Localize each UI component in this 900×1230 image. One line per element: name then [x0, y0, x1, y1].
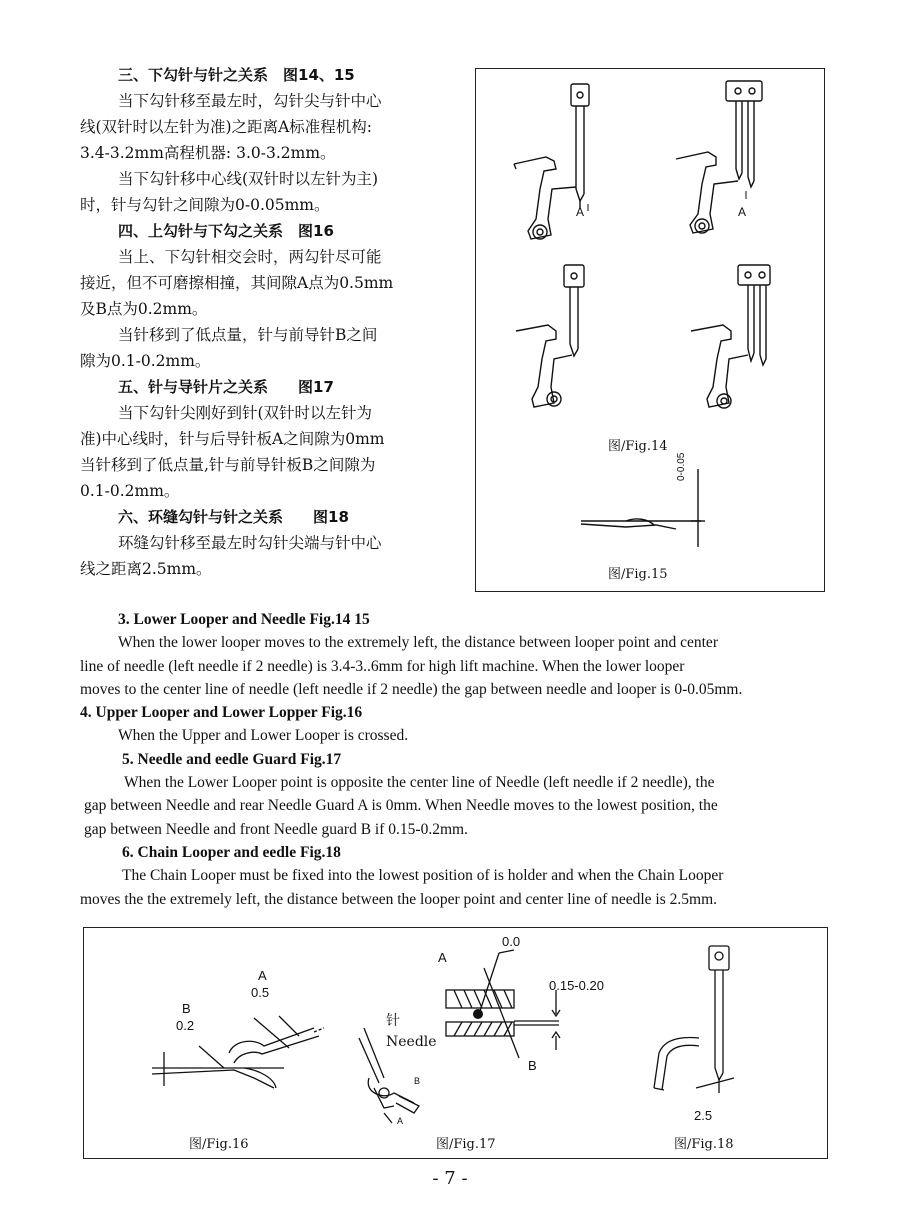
fig16-18-drawing [84, 928, 829, 1160]
section-5-title-cn: 五、针与导针片之关系 图17 [118, 378, 334, 396]
fig14-label-a-left: A [576, 205, 585, 219]
paragraph-line: 当上、下勾针相交会时，两勾针尽可能 [118, 248, 382, 266]
paragraph-line: gap between Needle and rear Needle Guard A is 0mm. When Needle moves to the lowest position, the [84, 797, 718, 815]
paragraph-line: 当针移到了低点量，针与前导针B之间 [118, 326, 378, 344]
fig16-label-b: B [182, 1001, 191, 1016]
paragraph-line: 隙为0.1-0.2mm。 [80, 352, 211, 370]
fig17-gap: 0.15-0.20 [549, 978, 604, 993]
section-5-title-en: 5. Needle and eedle Guard Fig.17 [122, 750, 342, 768]
page-number: - 7 - [432, 1168, 468, 1189]
english-text [80, 608, 830, 911]
paragraph-line: gap between Needle and front Needle guard B if 0.15-0.2mm. [84, 820, 468, 838]
fig17-needle-en: Needle [386, 1034, 437, 1050]
fig17-top-value: 0.0 [502, 934, 521, 949]
section-3-title-en: 3. Lower Looper and Needle Fig.14 15 [118, 611, 370, 628]
paragraph-line: When the lower looper moves to the extremely left, the distance between looper point and center [118, 634, 718, 652]
fig15-gap-label: 0-0.05 [676, 452, 687, 481]
section-6-title-en: 6. Chain Looper and eedle Fig.18 [122, 843, 341, 861]
fig16-value-a: 0.5 [251, 985, 270, 1000]
fig14-15-drawing [476, 69, 826, 593]
paragraph-line: 0.1-0.2mm。 [80, 482, 180, 500]
chinese-column [80, 62, 450, 582]
paragraph-line: moves the the extremely left, the distance between the looper point and center line of needle is 2.5mm. [80, 890, 718, 908]
paragraph-line: 线(双针时以左针为准)之距离A标准程机构: [80, 118, 373, 136]
paragraph-line: 时，针与勾针之间隙为0-0.05mm。 [80, 196, 330, 214]
paragraph-line: 线之距离2.5mm。 [80, 560, 212, 578]
fig16-label-a: A [258, 968, 267, 983]
paragraph-line: line of needle (left needle if 2 needle) is 3.4-3..6mm for high lift machine. When the lower looper [80, 657, 685, 675]
figure-box-14-15 [475, 68, 825, 592]
paragraph-line: 当下勾针移至最左时，勾针尖与针中心 [118, 92, 382, 110]
paragraph-line: When the Lower Looper point is opposite the center line of Needle (left needle if 2 needle), the [124, 774, 715, 792]
fig17-small-b: B [414, 1076, 421, 1086]
fig15-caption: 图/Fig.15 [608, 567, 668, 582]
paragraph-line: 当下勾针移中心线(双针时以左针为主) [118, 170, 379, 188]
paragraph-line: 准)中心线时，针与后导针板A之间隙为0mm [80, 430, 385, 448]
fig18-value: 2.5 [694, 1108, 713, 1123]
fig14-label-a-right: A [738, 205, 747, 219]
paragraph-line: 环缝勾针移至最左时勾针尖端与针中心 [118, 534, 382, 552]
section-6-title-cn: 六、环缝勾针与针之关系 图18 [118, 508, 349, 526]
fig18-caption: 图/Fig.18 [674, 1137, 734, 1152]
paragraph-line: 及B点为0.2mm。 [80, 300, 208, 318]
fig17-caption: 图/Fig.17 [436, 1137, 496, 1152]
paragraph-line: 接近，但不可磨擦相撞，其间隙A点为0.5mm [80, 274, 394, 292]
paragraph-line: 当针移到了低点量,针与前导针板B之间隙为 [80, 456, 376, 474]
paragraph-line: 3.4-3.2mm高程机器: 3.0-3.2mm。 [80, 144, 336, 162]
fig17-label-b: B [528, 1058, 537, 1073]
section-4-title-cn: 四、上勾针与下勾之关系 图16 [118, 222, 334, 240]
section-4-title-en: 4. Upper Looper and Lower Lopper Fig.16 [80, 704, 363, 722]
fig17-small-a: A [397, 1116, 404, 1126]
paragraph-line: 当下勾针尖刚好到针(双针时以左针为 [118, 404, 373, 422]
section-3-title-cn: 三、下勾针与针之关系 图14、15 [118, 66, 355, 84]
fig17-label-a: A [438, 950, 447, 965]
paragraph-line: The Chain Looper must be fixed into the lowest position of is holder and when the Chain Looper [122, 867, 724, 885]
fig17-needle-cn: 针 [386, 1013, 400, 1029]
paragraph-line: moves to the center line of needle (left needle if 2 needle) the gap between needle and looper is 0-0.05mm. [80, 680, 743, 698]
fig14-caption: 图/Fig.14 [608, 439, 668, 454]
figure-box-16-18 [83, 927, 828, 1159]
fig16-value-b: 0.2 [176, 1018, 195, 1033]
paragraph-line: When the Upper and Lower Looper is crossed. [118, 727, 409, 745]
fig16-caption: 图/Fig.16 [189, 1137, 249, 1152]
